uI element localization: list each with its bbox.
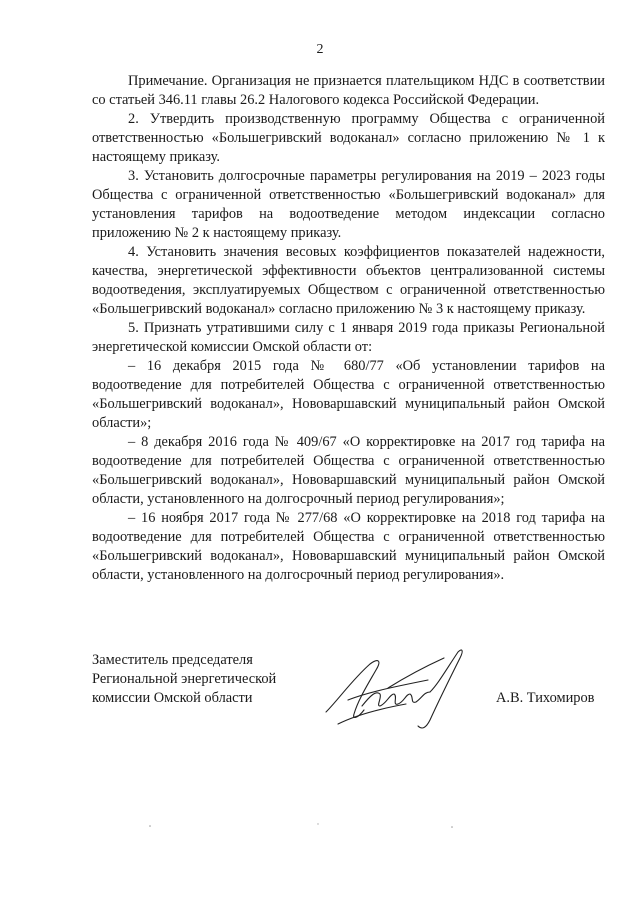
scan-specks: [0, 820, 640, 830]
repealed-order-1: – 16 декабря 2015 года № 680/77 «Об установлении тарифов на водоотведение для потребителей Общества с ограниченной ответственностью «Большегривский водоканал», Нововаршавский муниципальный район Омской области»;: [92, 358, 605, 431]
signatory-title-line: комиссии Омской области: [92, 690, 253, 706]
document-body: [92, 72, 605, 585]
note-paragraph: Примечание. Организация не признается плательщиком НДС в соответствии со статьей 346.11 главы 26.2 Налогового кодекса Российской Федерации.: [92, 73, 605, 108]
handwritten-signature: [318, 640, 478, 735]
signatory-title: [92, 651, 292, 708]
paragraph-item-4: 4. Установить значения весовых коэффициентов показателей надежности, качества, энергетической эффективности объектов централизованной системы водоотведения, эксплуатируемых Обществом с ограниченной ответственностью «Большегривский водоканал» согласно приложению № 3 к настоящему приказу.: [92, 244, 605, 317]
paragraph-item-3: 3. Установить долгосрочные параметры регулирования на 2019 – 2023 годы Общества с ограниченной ответственностью «Большегривский водоканал» для установления тарифов на водоотведение методом индексации согласно приложению № 2 к настоящему приказу.: [92, 168, 605, 241]
signatory-name: А.В. Тихомиров: [496, 690, 595, 706]
paragraph-item-2: 2. Утвердить производственную программу Общества с ограниченной ответственностью «Большегривский водоканал» согласно приложению № 1 к настоящему приказу.: [92, 111, 605, 165]
repealed-order-3: – 16 ноября 2017 года № 277/68 «О корректировке на 2018 год тарифа на водоотведение для потребителей Общества с ограниченной ответственностью «Большегривский водоканал», Нововаршавский муниципальный район Омской области, установленного на долгосрочный период регулирования».: [92, 510, 605, 583]
page-number: 2: [316, 42, 324, 57]
paragraph-item-5: 5. Признать утратившими силу с 1 января 2019 года приказы Региональной энергетической комиссии Омской области от:: [92, 320, 605, 355]
signatory-title-line: Заместитель председателя: [92, 652, 253, 668]
repealed-order-2: – 8 декабря 2016 года № 409/67 «О корректировке на 2017 год тарифа на водоотведение для потребителей Общества с ограниченной ответственностью «Большегривский водоканал», Нововаршавский муниципальный район Омской области, установленного на долгосрочный период регулирования»;: [92, 434, 605, 507]
signatory-title-line: Региональной энергетической: [92, 671, 277, 687]
